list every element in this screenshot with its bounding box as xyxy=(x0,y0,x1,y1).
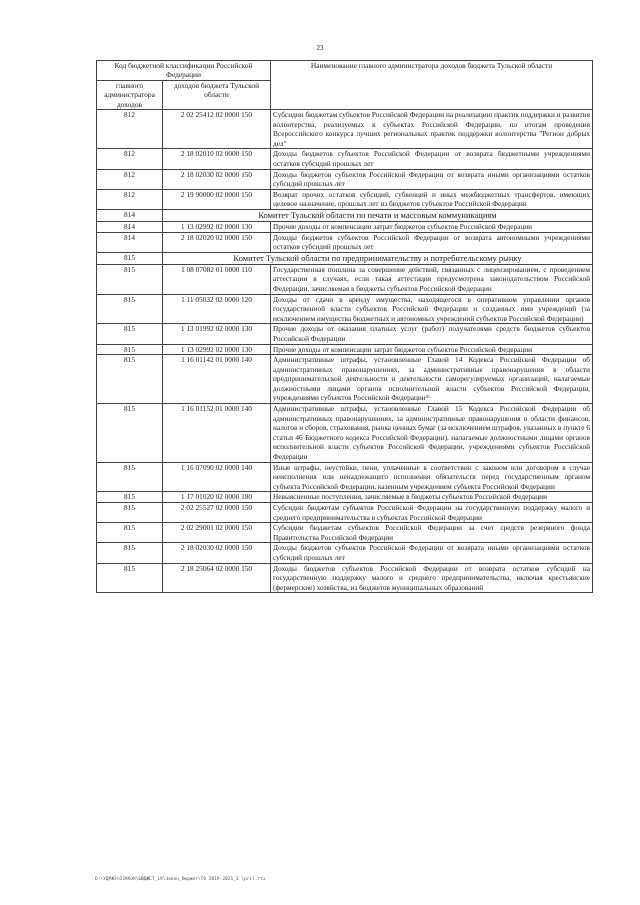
revenue-code-cell: 1 16 01142 01 0000 140 xyxy=(163,355,271,404)
admin-code-cell: 812 xyxy=(97,110,163,149)
revenue-administrators-table xyxy=(96,60,593,593)
revenue-description-cell: Прочие доходы от компенсации затрат бюджетов субъектов Российской Федерации xyxy=(271,344,593,355)
revenue-description-cell: Государственная пошлина за совершение действий, связанных с лицензированием, с проведением аттестации в случаях, если такая аттестация предусмотрена законодательством Российской Федерации, зачисляемая в бюджеты субъектов Российской Федерации xyxy=(271,264,593,294)
revenue-description-cell: Доходы бюджетов субъектов Российской Федерации от возврата бюджетными учреждениями остатков субсидий прошлых лет xyxy=(271,149,593,169)
revenue-description-cell: Доходы бюджетов субъектов Российской Федерации от возврата иными организациями остатков субсидий прошлых лет xyxy=(271,543,593,563)
revenue-code-cell: 1 11 05032 02 0000 120 xyxy=(163,294,271,324)
table-body xyxy=(97,110,593,593)
page-number: 23 xyxy=(316,44,324,52)
admin-code-cell: 814 xyxy=(97,209,163,221)
revenue-description-cell: Прочие доходы от компенсации затрат бюджетов субъектов Российской Федерации xyxy=(271,221,593,232)
revenue-description-cell: Доходы бюджетов субъектов Российской Федерации от возврата иными организациями остатков субсидий прошлых лет xyxy=(271,169,593,189)
admin-code-cell: 815 xyxy=(97,563,163,593)
admin-code-cell: 815 xyxy=(97,264,163,294)
table-row xyxy=(97,264,593,294)
table-row xyxy=(97,169,593,189)
revenue-description-cell: Доходы бюджетов субъектов Российской Федерации от возврата автономными учреждениями остатков субсидий прошлых лет xyxy=(271,232,593,252)
admin-code-cell: 815 xyxy=(97,404,163,463)
revenue-description-cell: Административные штрафы, установленные Главой 15 Кодекса Российской Федерации об административных правонарушениях, за административные правонарушения в области финансов, налогов и сборов, страхования, рынка ценных бумаг (за исключением штрафов, указанных в пункте 6 статьи 46 Бюджетного кодекса Российской Федерации), налагаемые должностными лицами органов исполнительной власти субъектов Российской Федерации, учреждениями субъектов Российской Федерации xyxy=(271,404,593,463)
committee-name-cell: Комитет Тульской области по печати и массовым коммуникациям xyxy=(163,209,593,221)
table-row xyxy=(97,355,593,404)
table-row xyxy=(97,324,593,344)
header-budget-revenue: доходов бюджета Тульской области xyxy=(163,80,271,109)
revenue-code-cell: 2 18 02030 02 0000 150 xyxy=(163,543,271,563)
admin-code-cell: 815 xyxy=(97,355,163,404)
table-row xyxy=(97,344,593,355)
file-path-footer: D:\УДРЖЭ\ОЗАКОН\БЮДЖЕТ_19\Закон_бюджет\ТО 2019-2021_3 \pril.rtx xyxy=(95,877,266,882)
table-row xyxy=(97,294,593,324)
admin-code-cell: 815 xyxy=(97,492,163,503)
revenue-code-cell: 2 18 25064 02 0000 150 xyxy=(163,563,271,593)
committee-row xyxy=(97,252,593,264)
admin-code-cell: 815 xyxy=(97,503,163,523)
revenue-description-cell: Невыясненные поступления, зачисляемые в бюджеты субъектов Российской Федерации xyxy=(271,492,593,503)
table-row xyxy=(97,149,593,169)
revenue-code-cell: 2 18 02010 02 0000 150 xyxy=(163,149,271,169)
table-row xyxy=(97,221,593,232)
revenue-description-cell: Доходы от сдачи в аренду имущества, находящегося в оперативном управлении органов государственной власти субъектов Российской Федерации и созданных ими учреждений (за исключением имущества бюджетных и автономных учреждений субъектов Российской Федерации) xyxy=(271,294,593,324)
table-row xyxy=(97,523,593,543)
revenue-description-cell: Субсидии бюджетам субъектов Российской Федерации на государственную поддержку малого и среднего предпринимательства в субъектах Российской Федерации xyxy=(271,503,593,523)
admin-code-cell: 815 xyxy=(97,344,163,355)
revenue-code-cell: 2 18 02030 02 0000 150 xyxy=(163,169,271,189)
revenue-description-cell: Доходы бюджетов субъектов Российской Федерации от возврата остатков субсидий на государственную поддержку малого и среднего предпринимательства, включая крестьянские (фермерские) хозяйства, из бюджетов муниципальных образований xyxy=(271,563,593,593)
revenue-code-cell: 2 18 02020 02 0000 150 xyxy=(163,232,271,252)
admin-code-cell: 815 xyxy=(97,324,163,344)
table-row xyxy=(97,404,593,463)
table-row xyxy=(97,189,593,209)
header-administrator-name: Наименование главного администратора доходов бюджета Тульской области xyxy=(271,61,593,110)
admin-code-cell: 815 xyxy=(97,543,163,563)
committee-row xyxy=(97,209,593,221)
revenue-description-cell: Возврат прочих остатков субсидий, субвенций и иных межбюджетных трансфертов, имеющих целевое назначение, прошлых лет из бюджетов субъектов Российской Федерации xyxy=(271,189,593,209)
admin-code-cell: 814 xyxy=(97,221,163,232)
revenue-code-cell: 1 13 01992 02 0000 130 xyxy=(163,324,271,344)
revenue-description-cell: Субсидии бюджетам субъектов Российской Федерации за счет средств резервного фонда Правительства Российской Федерации xyxy=(271,523,593,543)
admin-code-cell: 814 xyxy=(97,232,163,252)
revenue-code-cell: 1 13 02992 02 0000 130 xyxy=(163,221,271,232)
table-row xyxy=(97,543,593,563)
header-budget-classification-code: Код бюджетной классификации Российской Федерации xyxy=(97,61,271,81)
revenue-code-cell: 1 16 07090 02 0000 140 xyxy=(163,462,271,492)
admin-code-cell: 815 xyxy=(97,523,163,543)
revenue-code-cell: 2 02 29001 02 0000 150 xyxy=(163,523,271,543)
revenue-code-cell: 2 02 25412 02 0000 150 xyxy=(163,110,271,149)
revenue-description-cell: Прочие доходы от оказания платных услуг (работ) получателями средств бюджетов субъектов Российской Федерации xyxy=(271,324,593,344)
table-row xyxy=(97,232,593,252)
revenue-code-cell: 1 08 07082 01 0000 110 xyxy=(163,264,271,294)
header-chief-administrator: главного администратора доходов xyxy=(97,80,163,109)
revenue-code-cell: 1 17 01020 02 0000 180 xyxy=(163,492,271,503)
admin-code-cell: 812 xyxy=(97,169,163,189)
table-row xyxy=(97,492,593,503)
table-row xyxy=(97,462,593,492)
revenue-code-cell: 1 16 01152 01 0000 140 xyxy=(163,404,271,463)
admin-code-cell: 815 xyxy=(97,252,163,264)
table-row xyxy=(97,563,593,593)
revenue-code-cell: 1 13 02992 02 0000 130 xyxy=(163,344,271,355)
revenue-code-cell: 2 19 90000 02 0000 150 xyxy=(163,189,271,209)
revenue-description-cell: Иные штрафы, неустойки, пени, уплаченные в соответствии с законом или договором в случае неисполнения или ненадлежащего исполнения обязательств перед государственным органом субъекта Российской Федерации, казенным учреждением субъекта Российской Федерации xyxy=(271,462,593,492)
admin-code-cell: 812 xyxy=(97,189,163,209)
admin-code-cell: 812 xyxy=(97,149,163,169)
table-row xyxy=(97,110,593,149)
committee-name-cell: Комитет Тульской области по предпринимательству и потребительскому рынку xyxy=(163,252,593,264)
revenue-description-cell: Субсидии бюджетам субъектов Российской Федерации на реализацию практик поддержки и развития волонтерства, реализуемых в субъектах Российской Федерации, по итогам проведения Всероссийского конкурса лучших региональных практик поддержки волонтерства "Регион добрых дел" xyxy=(271,110,593,149)
table-row xyxy=(97,503,593,523)
revenue-code-cell: 2 02 25527 02 0000 150 xyxy=(163,503,271,523)
admin-code-cell: 815 xyxy=(97,294,163,324)
admin-code-cell: 815 xyxy=(97,462,163,492)
revenue-description-cell: Административные штрафы, установленные Главой 14 Кодекса Российской Федерации об административных правонарушениях, за административные правонарушения в области предпринимательской деятельности и деятельности саморегулируемых организаций, налагаемые должностными лицами органов исполнительной власти субъектов Российской Федерации, учреждениями субъектов Российской Федерации³⁾ xyxy=(271,355,593,404)
